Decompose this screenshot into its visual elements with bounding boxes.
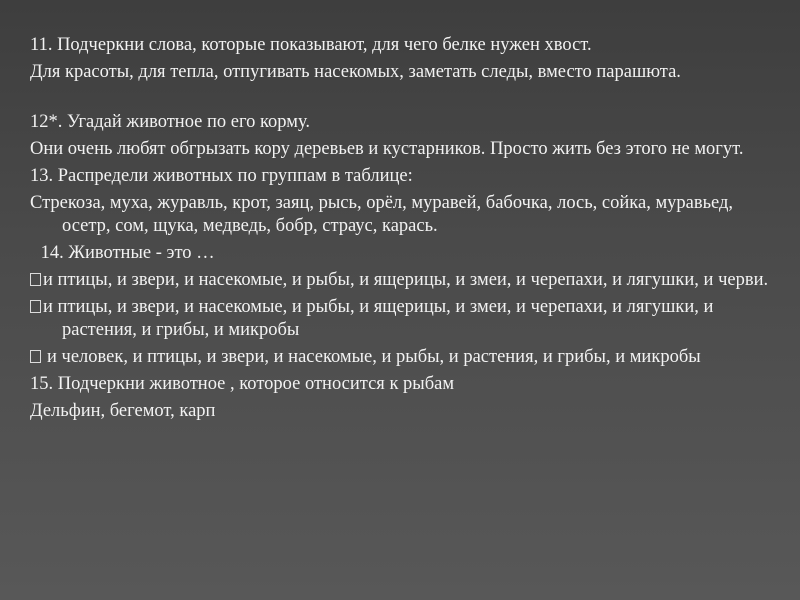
question-14-title — [30, 242, 775, 265]
question-14-option-2 — [30, 296, 775, 342]
question-11-options: Для красоты, для тепла, отпугивать насекомых, заметать следы, вместо парашюта. — [30, 62, 681, 82]
question-13-title: 13. Распредели животных по группам в таблице: — [30, 166, 413, 186]
question-14-title-text: 14. Животные - это … — [40, 243, 215, 263]
question-12-title: 12*. Угадай животное по его корму. — [30, 112, 311, 132]
checkbox-icon[interactable] — [30, 350, 41, 363]
question-15-title: 15. Подчеркни животное , которое относится к рыбам — [30, 374, 455, 394]
option-2-text: и птицы, и звери, и насекомые, и рыбы, и ящерицы, и змеи, и черепахи, и лягушки, и растения, и грибы, и микробы — [43, 297, 714, 340]
question-12-text: Они очень любят обгрызать кору деревьев и кустарников. Просто жить без этого не могут. — [30, 139, 744, 159]
question-15-options: Дельфин, бегемот, карп — [30, 401, 216, 421]
question-11-title: 11. Подчеркни слова, которые показывают, для чего белке нужен хвост. — [30, 35, 592, 55]
checkbox-icon[interactable] — [30, 300, 41, 313]
option-3-text: и человек, и птицы, и звери, и насекомые, и рыбы, и растения, и грибы, и микробы — [47, 347, 701, 367]
option-1-text: и птицы, и звери, и насекомые, и рыбы, и ящерицы, и змеи, и черепахи, и лягушки, и черви. — [43, 270, 769, 290]
spacer — [30, 88, 775, 111]
checkbox-icon[interactable] — [30, 273, 41, 286]
question-13-list: Стрекоза, муха, журавль, крот, заяц, рысь, орёл, муравей, бабочка, лось, сойка, муравьед, осетр, сом, щука, медведь, бобр, страус, карась. — [30, 193, 734, 236]
question-14-option-3 — [30, 346, 775, 369]
slide-content — [30, 34, 775, 427]
question-14-option-1 — [30, 269, 775, 292]
